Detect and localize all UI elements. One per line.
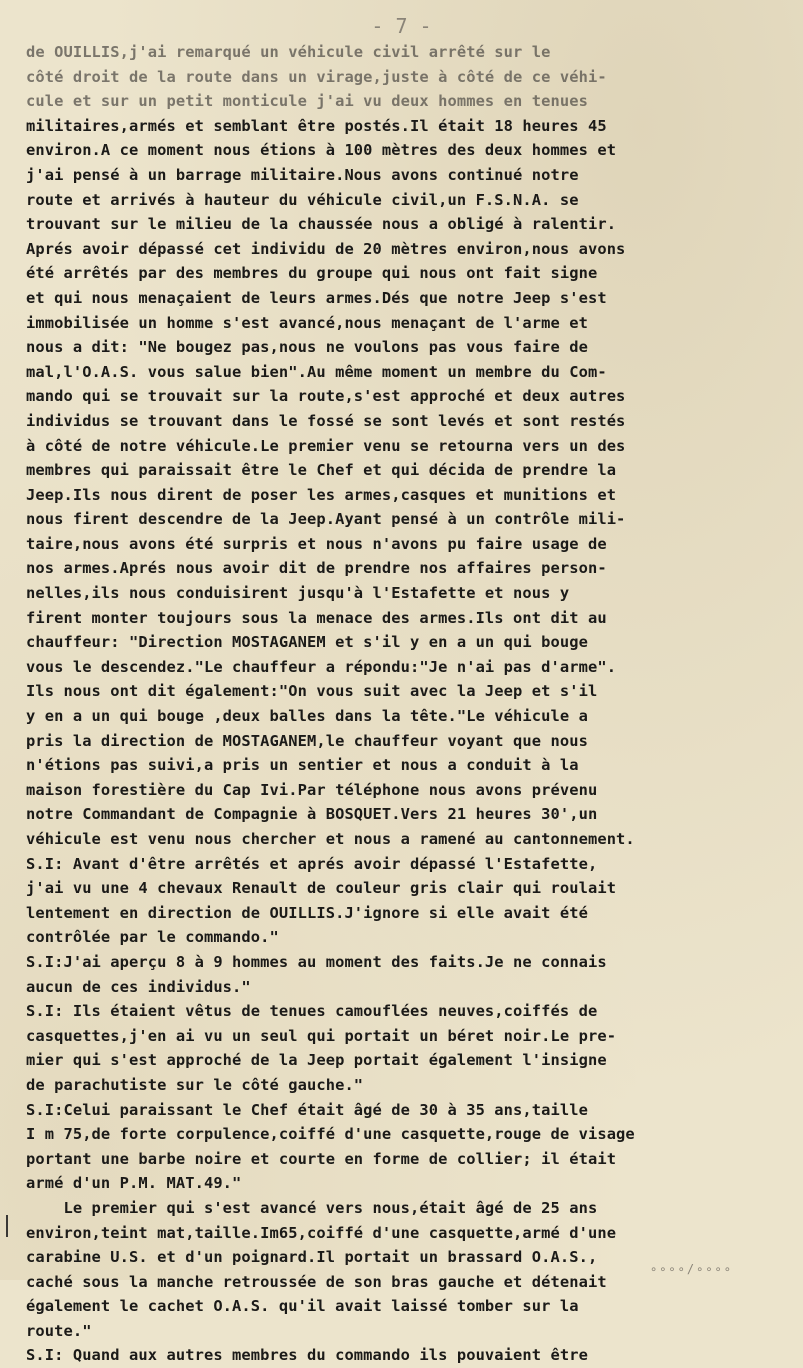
text-line: véhicule est venu nous chercher et nous a ramené au cantonnement.	[26, 830, 635, 848]
text-line: nos armes.Aprés nous avoir dit de prendre nos affaires person-	[26, 559, 607, 578]
text-line: nous a dit: "Ne bougez pas,nous ne voulons pas vous faire de	[26, 338, 588, 357]
text-line: casquettes,j'en ai vu un seul qui portait un béret noir.Le pre-	[26, 1026, 617, 1045]
text-line: cule et sur un petit monticule j'ai vu deux hommes en tenues	[26, 92, 588, 111]
text-line: n'étions pas suivi,a pris un sentier et nous a conduit à la	[26, 756, 579, 775]
text-line: S.I: Ils étaient vêtus de tenues camouflées neuves,coiffés de	[26, 1002, 598, 1021]
margin-mark	[6, 1215, 8, 1237]
text-line: S.I: Quand aux autres membres du commando ils pouvaient être	[26, 1346, 588, 1365]
text-line: vous le descendez."Le chauffeur a répondu:"Je n'ai pas d'arme".	[26, 657, 617, 676]
text-line: mier qui s'est approché de la Jeep portait également l'insigne	[26, 1051, 607, 1070]
text-line: Ils nous ont dit également:"On vous suit avec la Jeep et s'il	[26, 682, 598, 701]
typed-text-body	[26, 40, 786, 1368]
text-line: chauffeur: "Direction MOSTAGANEM et s'il y en a un qui bouge	[26, 633, 588, 652]
text-line: mal,l'O.A.S. vous salue bien".Au même moment un membre du Com-	[26, 362, 607, 381]
text-line: route et arrivés à hauteur du véhicule civil,un F.S.N.A. se	[26, 190, 579, 209]
text-line: nous firent descendre de la Jeep.Ayant pensé à un contrôle mili-	[26, 510, 626, 529]
text-line: aucun de ces individus."	[26, 977, 251, 996]
text-line: à côté de notre véhicule.Le premier venu se retourna vers un des	[26, 436, 626, 455]
text-line: également le cachet O.A.S. qu'il avait laissé tomber sur la	[26, 1297, 579, 1316]
text-line: immobilisée un homme s'est avancé,nous menaçant de l'arme et	[26, 313, 588, 332]
text-line: Le premier qui s'est avancé vers nous,était âgé de 25 ans	[26, 1198, 598, 1217]
text-line: j'ai vu une 4 chevaux Renault de couleur gris clair qui roulait	[26, 879, 617, 898]
page-number: - 7 -	[371, 14, 432, 38]
text-line: notre Commandant de Compagnie à BOSQUET.Vers 21 heures 30',un	[26, 805, 598, 824]
text-line: environ,teint mat,taille.Im65,coiffé d'une casquette,armé d'une	[26, 1223, 617, 1242]
text-line: portant une barbe noire et courte en forme de collier; il était	[26, 1149, 617, 1168]
text-line: S.I:Celui paraissant le Chef était âgé de 30 à 35 ans,taille	[26, 1100, 588, 1119]
text-line: route."	[26, 1321, 92, 1340]
text-line: S.I:J'ai aperçu 8 à 9 hommes au moment des faits.Je ne connais	[26, 952, 607, 971]
text-line: armé d'un P.M. MAT.49."	[26, 1174, 242, 1193]
text-line: militaires,armés et semblant être postés.Il était 18 heures 45	[26, 116, 607, 135]
text-line: et qui nous menaçaient de leurs armes.Dés que notre Jeep s'est	[26, 288, 607, 307]
text-line: été arrêtés par des membres du groupe qui nous ont fait signe	[26, 264, 598, 283]
text-line: y en a un qui bouge ,deux balles dans la tête."Le véhicule a	[26, 707, 588, 726]
text-line: j'ai pensé à un barrage militaire.Nous avons continué notre	[26, 165, 579, 184]
text-line: membres qui paraissait être le Chef et qui décida de prendre la	[26, 461, 617, 480]
text-line: taire,nous avons été surpris et nous n'avons pu faire usage de	[26, 534, 607, 553]
text-line: trouvant sur le milieu de la chaussée nous a obligé à ralentir.	[26, 215, 617, 234]
text-line: maison forestière du Cap Ivi.Par téléphone nous avons prévenu	[26, 780, 598, 799]
text-line: I m 75,de forte corpulence,coiffé d'une casquette,rouge de visage	[26, 1125, 635, 1144]
text-line: côté droit de la route dans un virage,juste à côté de ce véhi-	[26, 67, 607, 86]
text-line: individus se trouvant dans le fossé se sont levés et sont restés	[26, 411, 626, 430]
text-line: contrôlée par le commando."	[26, 928, 279, 947]
text-line: environ.A ce moment nous étions à 100 mètres des deux hommes et	[26, 141, 617, 160]
text-line: nelles,ils nous conduisirent jusqu'à l'Estafette et nous y	[26, 584, 570, 603]
text-line: carabine U.S. et d'un poignard.Il portait un brassard O.A.S.,	[26, 1248, 598, 1267]
text-line: lentement en direction de OUILLIS.J'ignore si elle avait été	[26, 903, 588, 922]
text-line: S.I: Avant d'être arrêtés et aprés avoir dépassé l'Estafette,	[26, 854, 598, 873]
footer-dots: ∘∘∘∘/∘∘∘∘	[649, 1262, 733, 1276]
text-line: mando qui se trouvait sur la route,s'est approché et deux autres	[26, 387, 626, 406]
text-line: Jeep.Ils nous dirent de poser les armes,casques et munitions et	[26, 485, 617, 504]
text-line: de OUILLIS,j'ai remarqué un véhicule civil arrêté sur le	[26, 43, 551, 61]
text-line: pris la direction de MOSTAGANEM,le chauffeur voyant que nous	[26, 731, 588, 750]
text-line: caché sous la manche retroussée de son bras gauche et détenait	[26, 1272, 607, 1291]
text-line: de parachutiste sur le côté gauche."	[26, 1075, 364, 1094]
text-line: Aprés avoir dépassé cet individu de 20 mètres environ,nous avons	[26, 239, 626, 258]
text-line: firent monter toujours sous la menace des armes.Ils ont dit au	[26, 608, 607, 627]
